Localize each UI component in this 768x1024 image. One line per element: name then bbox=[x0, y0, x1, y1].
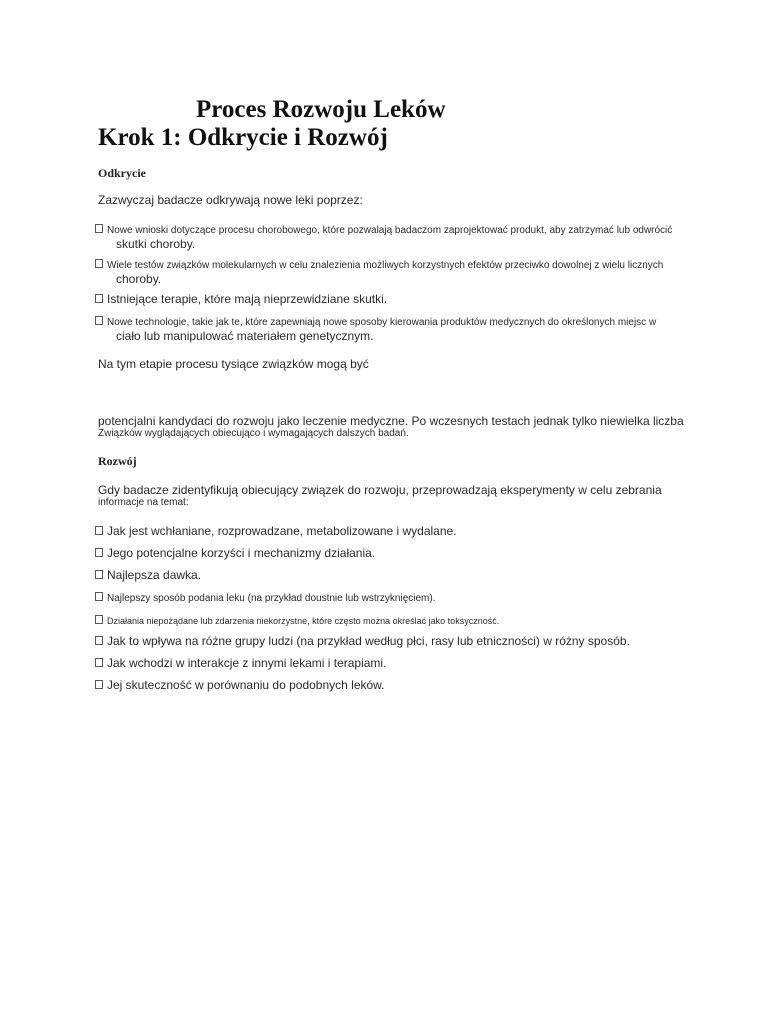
discovery-paragraph-2: potencjalni kandydaci do rozwoju jako leczenie medyczne. Po wczesnych testach jednak tylko niewielka liczba bbox=[98, 414, 684, 428]
checkbox-glyph-icon bbox=[95, 592, 103, 601]
list-item: Nowe technologie, takie jak te, które zapewniają nowe sposoby kierowania produktów medycznych do określonych miejsc w ciało lub manipulować materiałem genetycznym. bbox=[95, 316, 656, 343]
list-item: Jak to wpływa na różne grupy ludzi (na przykład według płci, rasy lub etniczności) w różny sposób. bbox=[95, 634, 630, 648]
discovery-paragraph-1: Na tym etapie procesu tysiące związków mogą być bbox=[98, 357, 369, 371]
checkbox-glyph-icon bbox=[95, 224, 103, 233]
checkbox-glyph-icon bbox=[95, 316, 103, 325]
development-intro-continued: informacje na temat: bbox=[98, 497, 189, 508]
checkbox-glyph-icon bbox=[95, 294, 103, 303]
list-item: Istniejące terapie, które mają nieprzewidziane skutki. bbox=[95, 292, 387, 306]
checkbox-glyph-icon bbox=[95, 615, 103, 624]
discovery-intro: Zazwyczaj badacze odkrywają nowe leki poprzez: bbox=[98, 193, 363, 207]
list-item: Wiele testów związków molekularnych w celu znalezienia możliwych korzystnych efektów przeciwko dowolnej z wielu licznych choroby. bbox=[95, 259, 663, 286]
checkbox-glyph-icon bbox=[95, 259, 103, 268]
discovery-paragraph-3: Związków wyglądających obiecująco i wymagających dalszych badań. bbox=[98, 428, 409, 439]
checkbox-glyph-icon bbox=[95, 680, 103, 689]
list-item: Jak jest wchłaniane, rozprowadzane, metabolizowane i wydalane. bbox=[95, 524, 457, 538]
list-item: Działania niepożądane lub zdarzenia niekorzystne, które często można określać jako toksyczność. bbox=[95, 615, 499, 626]
document-title: Proces Rozwoju Leków bbox=[196, 96, 446, 123]
checkbox-glyph-icon bbox=[95, 548, 103, 557]
checkbox-glyph-icon bbox=[95, 526, 103, 535]
list-item: Jak wchodzi w interakcje z innymi lekami i terapiami. bbox=[95, 656, 386, 670]
list-item: Jej skuteczność w porównaniu do podobnych leków. bbox=[95, 678, 385, 692]
development-intro: Gdy badacze zidentyfikują obiecujący związek do rozwoju, przeprowadzają eksperymenty w celu zebrania bbox=[98, 483, 662, 497]
checkbox-glyph-icon bbox=[95, 636, 103, 645]
development-heading: Rozwój bbox=[98, 454, 137, 468]
checkbox-glyph-icon bbox=[95, 570, 103, 579]
checkbox-glyph-icon bbox=[95, 658, 103, 667]
list-item: Najlepszy sposób podania leku (na przykład doustnie lub wstrzyknięciem). bbox=[95, 592, 436, 604]
list-item: Nowe wnioski dotyczące procesu chorobowego, które pozwalają badaczom zaprojektować produkt, aby zatrzymać lub odwrócić skutki choroby. bbox=[95, 224, 672, 251]
list-item: Jego potencjalne korzyści i mechanizmy działania. bbox=[95, 546, 375, 560]
discovery-heading: Odkrycie bbox=[98, 166, 146, 180]
list-item: Najlepsza dawka. bbox=[95, 568, 201, 582]
step-heading: Krok 1: Odkrycie i Rozwój bbox=[98, 124, 388, 151]
